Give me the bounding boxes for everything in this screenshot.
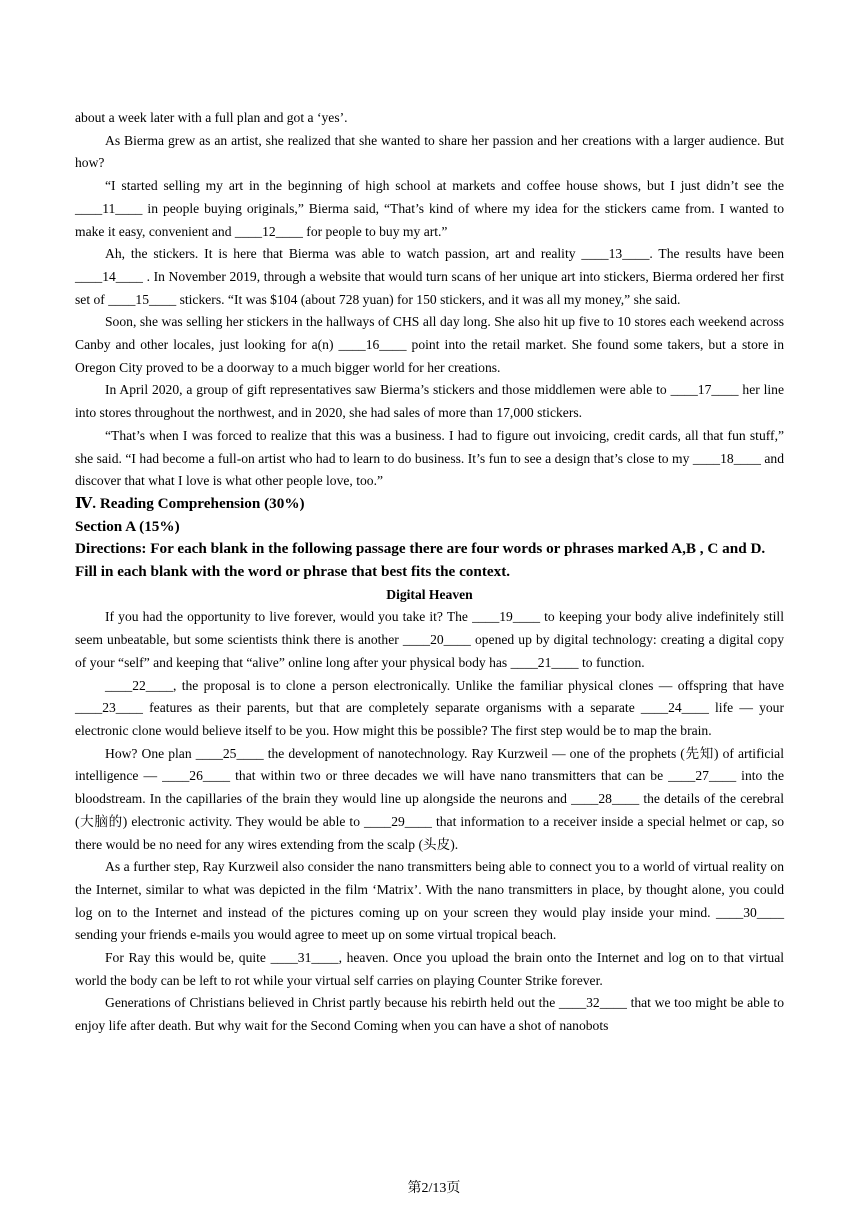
paragraph: about a week later with a full plan and got a ‘yes’. (75, 110, 348, 125)
paragraph: How? One plan ____25____ the development of nanotechnology. Ray Kurzweil — one of the prophets (先知) of artificial intelligence — ____26____ that within two or three decades we will have nano transmitters that can be ____27____ into the bloodstream. In the capillaries of the brain they would line up alongside the neurons and ____28____ the details of the cerebral (大脑的) electronic activity. They would be able to ____29____ that information to a receiver inside a special helmet or cap, so there would be no need for any wires extending from the scalp (头皮). (75, 745, 788, 852)
paragraph: In April 2020, a group of gift representatives saw Bierma’s stickers and those middlemen were able to ____17____ her line into stores throughout the northwest, and in 2020, she had sales of more than 17,000 stickers. (75, 382, 788, 421)
paragraph: “That’s when I was forced to realize that this was a business. I had to figure out invoicing, credit cards, all that fun stuff,” she said. “I had become a full-on artist who had to learn to do business. It’s fun to see a design that’s close to my ____18____ and discover that what I love is what other people love, too.” (75, 427, 788, 489)
passage-a (75, 107, 788, 493)
page-number: 第2/13页 (407, 1181, 461, 1196)
paragraph: For Ray this would be, quite ____31____, heaven. Once you upload the brain onto the Internet and log on to that virtual world the body can be left to rot while your virtual self carries on playing Counter Strike forever. (75, 950, 788, 988)
passage-title: Digital Heaven (386, 586, 473, 602)
sub-heading: Section A (15%) (75, 517, 180, 535)
paragraph: If you had the opportunity to live forever, would you take it? The ____19____ to keeping your body alive indefinitely still seem unbeatable, but some scientists think there is another ____20____ opened up by digital technology: creating a digital copy of your “self” and keeping that “alive” online long after your physical body has ____21____ to function. (75, 609, 788, 670)
passage-b (75, 606, 788, 1037)
section-heading: Ⅳ. Reading Comprehension (30%) (75, 494, 305, 512)
paragraph: Generations of Christians believed in Christ partly because his rebirth held out the ____32____ that we too might be able to enjoy life after death. But why wait for the Second Coming when you can have a shot of nanobots (75, 995, 788, 1034)
paragraph: As Bierma grew as an artist, she realized that she wanted to share her passion and her creations with a larger audience. But how? (75, 132, 788, 171)
paragraph: As a further step, Ray Kurzweil also consider the nano transmitters being able to connect you to a world of virtual reality on the Internet, similar to what was depicted in the film ‘Matrix’. With the nano transmitters in place, by thought alone, you could log on to the Internet and instead of the pictures coming up on your screen they would play inside your mind. ____30____ sending your friends e-mails you would agree to meet up on some virtual tropical beach. (75, 859, 788, 943)
directions: Directions: For each blank in the following passage there are four words or phrases marked A,B , C and D. Fill in each blank with the word or phrase that best fits the context. (75, 540, 766, 581)
paragraph: Ah, the stickers. It is here that Bierma was able to watch passion, art and reality ____13____. The results have been ____14____ . In November 2019, through a website that would turn scans of her unique art into stickers, Bierma ordered her first set of ____15____ stickers. “It was $104 (about 728 yuan) for 150 stickers, and it was all my money,” she said. (75, 246, 788, 307)
paragraph: “I started selling my art in the beginning of high school at markets and coffee house shows, but I just didn’t see the ____11____ in people buying originals,” Bierma said, “That’s kind of where my idea for the stickers came from. I wanted to make it easy, convenient and ____12____ for people to buy my art.” (75, 178, 788, 239)
paragraph: ____22____, the proposal is to clone a person electronically. Unlike the familiar physical clones — offspring that have ____23____ features as their parents, but that are completely separate organisms with a separate ____24____ life — your electronic clone would believe itself to be you. How might this be possible? The first step would be to map the brain. (75, 677, 788, 738)
paragraph: Soon, she was selling her stickers in the hallways of CHS all day long. She also hit up five to 10 stores each weekend across Canby and other locales, just looking for a(n) ____16____ point into the retail market. She found some takers, but a store in Oregon City proved to be a doorway to a much bigger world for her creations. (75, 314, 788, 375)
